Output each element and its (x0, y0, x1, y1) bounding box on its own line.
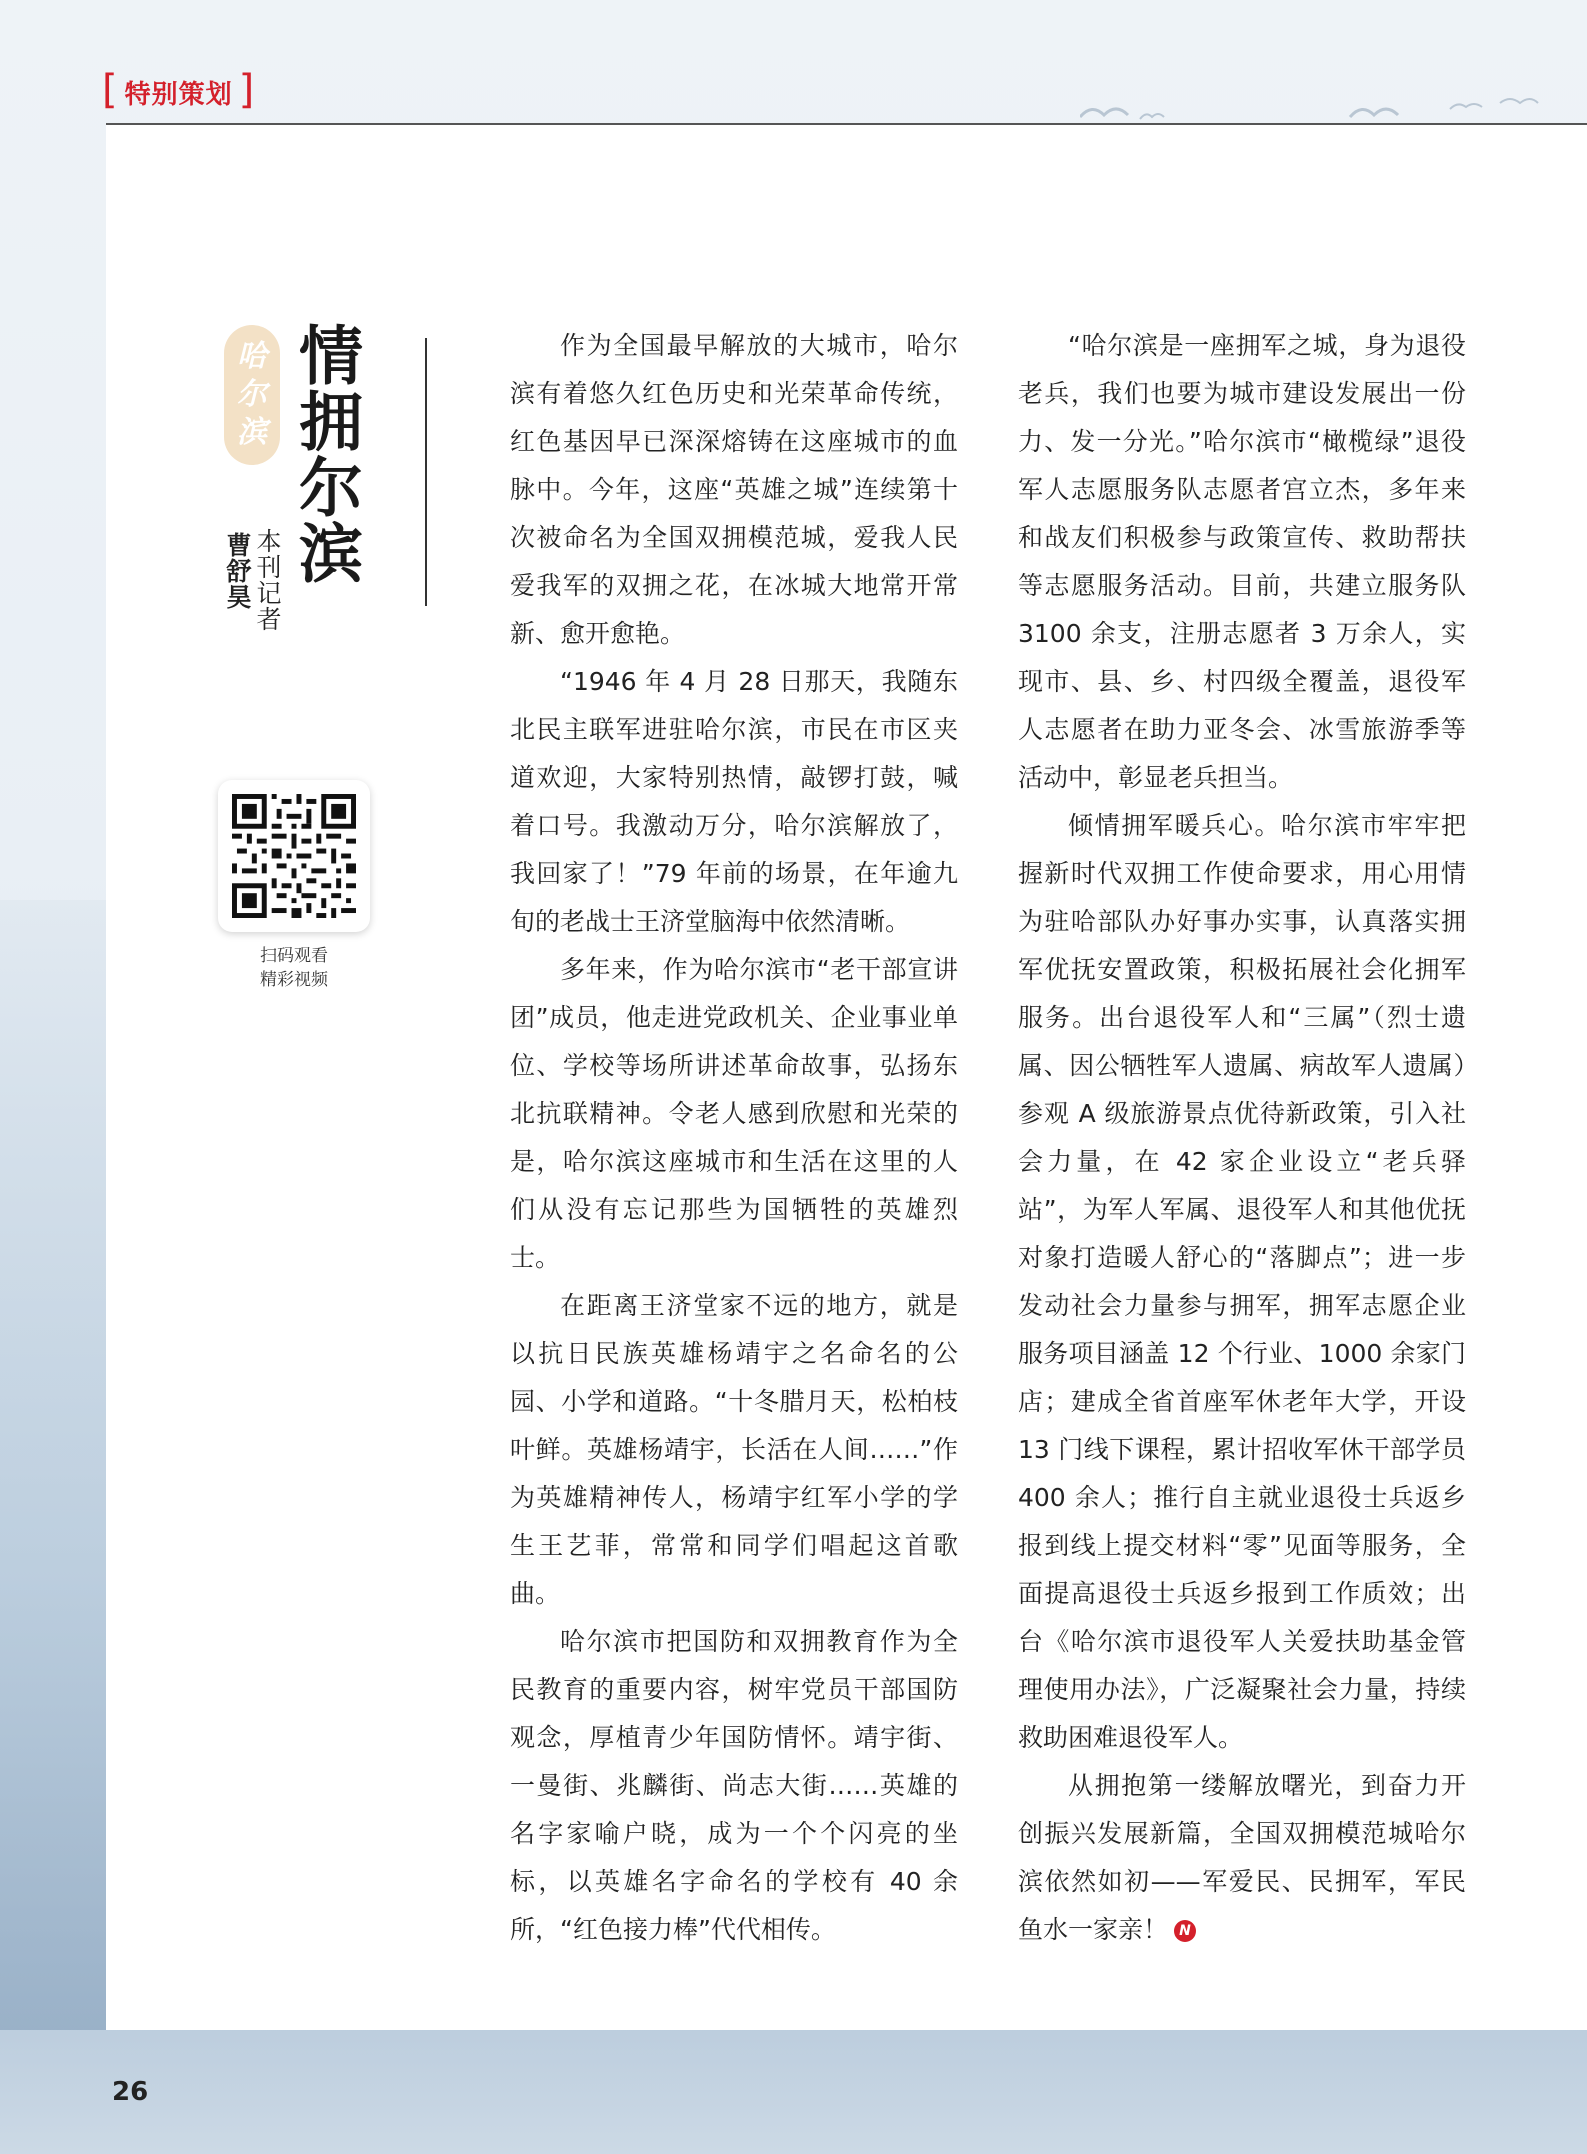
body-paragraph: 在距离王济堂家不远的地方，就是以抗日民族英雄杨靖宇之名命名的公园、小学和道路。“十冬腊月天，松柏枝叶鲜。英雄杨靖宇，长活在人间……”作为英雄精神传人，杨靖宇红军小学的学生王艺菲，常常和同学们唱起这首歌曲。 (510, 1291, 958, 1608)
body-column-right (1018, 322, 1466, 1954)
byline-role: 本刊记者 (253, 528, 282, 632)
title-divider (425, 338, 427, 606)
body-column-left (510, 322, 958, 1954)
byline-author: 曹舒昊 (223, 532, 252, 610)
city-badge (224, 325, 280, 465)
body-paragraph: 倾情拥军暖兵心。哈尔滨市牢牢把握新时代双拥工作使命要求，用心用情为驻哈部队办好事办实事，认真落实拥军优抚安置政策，积极拓展社会化拥军服务。出台退役军人和“三属”（烈士遗属、因公牺牲军人遗属、病故军人遗属）参观 A 级旅游景点优待新政策，引入社会力量，在 42 家企业设立“老兵驿站”，为军人军属、退役军人和其他优抚对象打造暖人舒心的“落脚点”；进一步发动社会力量参与拥军，拥军志愿企业服务项目涵盖 12 个行业、1000 余家门店；建成全省首座军休老年大学，开设 13 门线下课程，累计招收军休干部学员 400 余人；推行自主就业退役士兵返乡报到线上提交材料“零”见面等服务，全面提高退役士兵返乡报到工作质效；出台《哈尔滨市退役军人关爱扶助基金管理使用办法》，广泛凝聚社会力量，持续救助困难退役军人。 (1018, 811, 1466, 1752)
article-title: 情拥尔滨 (288, 322, 362, 586)
qr-caption-line: 精彩视频 (260, 970, 328, 990)
body-paragraph: 作为全国最早解放的大城市，哈尔滨有着悠久红色历史和光荣革命传统，红色基因早已深深熔铸在这座城市的血脉中。今年，这座“英雄之城”连续第十次被命名为全国双拥模范城，爱我人民爱我军的双拥之花，在冰城大地常开常新、愈开愈艳。 (510, 331, 958, 648)
qr-caption-line: 扫码观看 (260, 946, 328, 966)
byline (222, 528, 282, 632)
body-paragraph: “哈尔滨是一座拥军之城，身为退役老兵，我们也要为城市建设发展出一份力、发一分光。”哈尔滨市“橄榄绿”退役军人志愿服务队志愿者宫立杰，多年来和战友们积极参与政策宣传、救助帮扶等志愿服务活动。目前，共建立服务队 3100 余支，注册志愿者 3 万余人，实现市、县、乡、村四级全覆盖，退役军人志愿者在助力亚冬会、冰雪旅游季等活动中，彰显老兵担当。 (1018, 331, 1466, 792)
body-paragraph-final (1018, 1762, 1466, 1954)
badge-char: 滨 (237, 415, 267, 450)
background-city-left (0, 900, 106, 2030)
badge-char: 尔 (237, 377, 267, 412)
qr-caption (218, 944, 370, 992)
body-paragraph: 多年来，作为哈尔滨市“老干部宣讲团”成员，他走进党政机关、企业事业单位、学校等场所讲述革命故事，弘扬东北抗联精神。令老人感到欣慰和光荣的是，哈尔滨这座城市和生活在这里的人们从没有忘记那些为国牺牲的英雄烈士。 (510, 955, 958, 1272)
bracket-open: [ (102, 67, 119, 113)
body-paragraph: “1946 年 4 月 28 日那天，我随东北民主联军进驻哈尔滨，市民在市区夹道欢迎，大家特别热情，敲锣打鼓，喊着口号。我激动万分，哈尔滨解放了，我回家了！”79 年前的场景，在年逾九旬的老战士王济堂脑海中依然清晰。 (510, 667, 958, 936)
badge-char: 哈 (237, 339, 267, 374)
qr-code-icon (232, 794, 356, 918)
end-mark-icon: N (1174, 1920, 1196, 1942)
page-number: 26 (112, 2077, 149, 2107)
section-tag (102, 67, 256, 114)
bracket-close: ] (238, 67, 256, 113)
body-paragraph: 哈尔滨市把国防和双拥教育作为全民教育的重要内容，树牢党员干部国防观念，厚植青少年国防情怀。靖宇街、一曼街、兆麟街、尚志大街……英雄的名字家喻户晓，成为一个个闪亮的坐标，以英雄名字命名的学校有 40 余所，“红色接力棒”代代相传。 (510, 1627, 958, 1944)
background-city-bottom (0, 2030, 1587, 2154)
final-paragraph-text: 从拥抱第一缕解放曙光，到奋力开创振兴发展新篇，全国双拥模范城哈尔滨依然如初——军爱民、民拥军，军民鱼水一家亲！ (1018, 1771, 1466, 1944)
qr-code-card[interactable] (218, 780, 370, 932)
section-tag-label: 特别策划 (124, 79, 233, 110)
